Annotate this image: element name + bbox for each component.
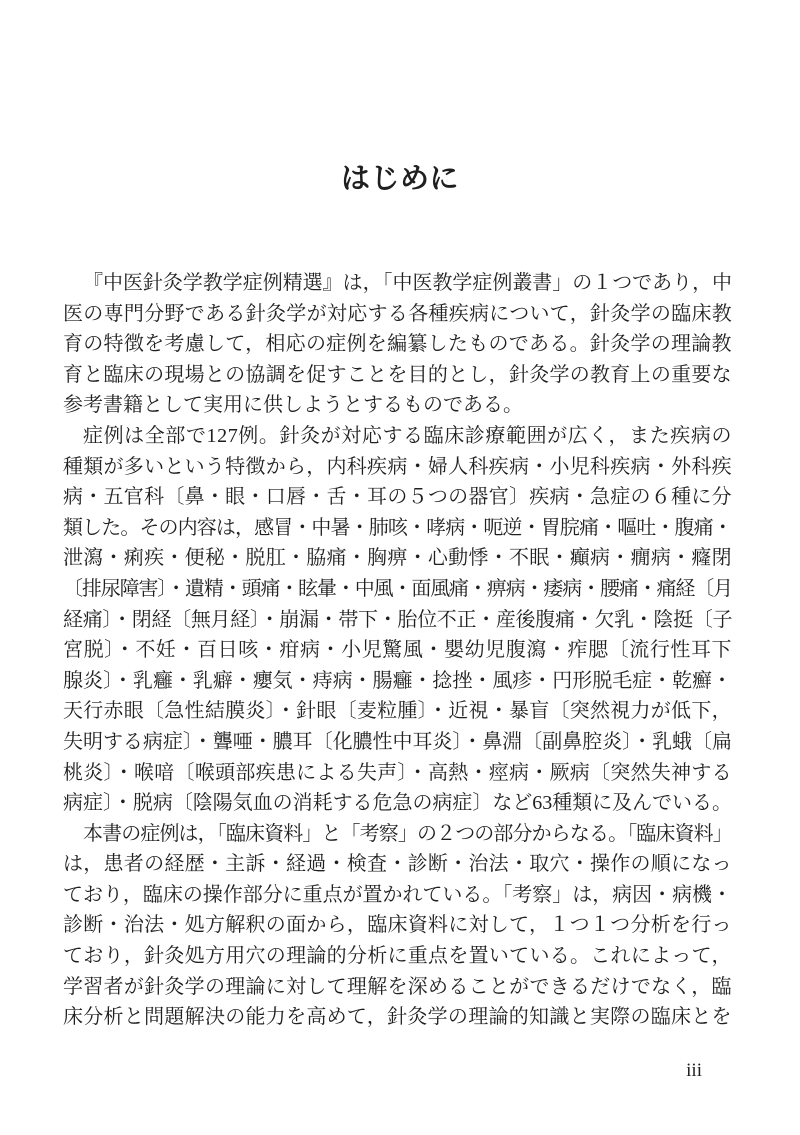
text-line: 種類が多いという特徴から，内科疾病・婦人科疾病・小児科疾病・外科疾 xyxy=(63,455,732,478)
text-line: 床分析と問題解決の能力を高めて，針灸学の理論的知識と実際の臨床とを xyxy=(63,1006,732,1029)
text-line: 症例は全部で127例。針灸が対応する臨床診療範囲が広く，また疾病の xyxy=(83,424,733,447)
text-line: 学習者が針灸学の理論に対して理解を深めることができるだけでなく，臨 xyxy=(63,975,732,998)
text-line: 育と臨床の現場との協調を促すことを目的とし，針灸学の教育上の重要な xyxy=(63,363,732,386)
text-line: は，患者の経歴・主訴・経過・検査・診断・治法・取穴・操作の順になっ xyxy=(63,853,732,876)
text-line: 類した。その内容は，感冒・中暑・肺咳・哮病・呃逆・胃脘痛・嘔吐・腹痛・ xyxy=(63,516,732,539)
text-line: 桃炎〕・喉喑〔喉頭部疾患による失声〕・高熱・痙病・厥病〔突然失神する xyxy=(63,761,732,784)
text-line: 失明する病症〕・聾唖・膿耳〔化膿性中耳炎〕・鼻淵〔副鼻腔炎〕・乳蛾〔扁 xyxy=(63,730,732,753)
text-line: 参考書籍として実用に供しようとするものである。 xyxy=(63,394,523,417)
text-line: 本書の症例は，「臨床資料」と「考察」の２つの部分からなる。「臨床資料」 xyxy=(83,822,732,845)
text-line: 宮脱〕・不妊・百日咳・疳病・小児驚風・嬰幼児腹瀉・痄腮〔流行性耳下 xyxy=(63,639,733,662)
text-line: 病症〕・脱病〔陰陽気血の消耗する危急の病症〕など63種類に及んでいる。 xyxy=(63,792,732,815)
text-line: 〔排尿障害〕・遺精・頭痛・眩暈・中風・面風痛・痹病・痿病・腰痛・痛経〔月 xyxy=(63,577,732,600)
page-number: iii xyxy=(686,1060,702,1081)
text-line: 診断・治法・処方解釈の面から，臨床資料に対して，１つ１つ分析を行っ xyxy=(63,914,732,937)
text-line: 病・五官科〔鼻・眼・口唇・舌・耳の５つの器官〕疾病・急症の６種に分 xyxy=(63,486,732,509)
text-line: 泄瀉・痢疾・便秘・脱肛・脇痛・胸痹・心動悸・不眠・癲病・癇病・癃閉 xyxy=(63,547,732,570)
page-title: はじめに xyxy=(340,163,459,195)
text-line: 腺炎〕・乳癰・乳癖・癭気・痔病・腸癰・捻挫・風疹・円形脱毛症・乾癬・ xyxy=(63,669,732,692)
text-line: 育の特徴を考慮して，相応の症例を編纂したものである。針灸学の理論教 xyxy=(63,333,732,356)
text-line: 医の専門分野である針灸学が対応する各種疾病について，針灸学の臨床教 xyxy=(63,302,733,325)
text-line: 『中医針灸学教学症例精選』は，「中医教学症例叢書」の１つであり，中 xyxy=(83,272,733,294)
text-line: 天行赤眼〔急性結膜炎〕・針眼〔麦粒腫〕・近視・暴盲〔突然視力が低下， xyxy=(63,700,732,723)
text-line: ており，針灸処方用穴の理論的分析に重点を置いている。これによって， xyxy=(63,945,732,968)
text-line: ており，臨床の操作部分に重点が置かれている。「考察」は，病因・病機・ xyxy=(63,883,732,906)
body-text xyxy=(63,268,732,1033)
text-line: 経痛〕・閉経〔無月経〕・崩漏・帯下・胎位不正・産後腹痛・欠乳・陰挺〔子 xyxy=(63,608,733,631)
